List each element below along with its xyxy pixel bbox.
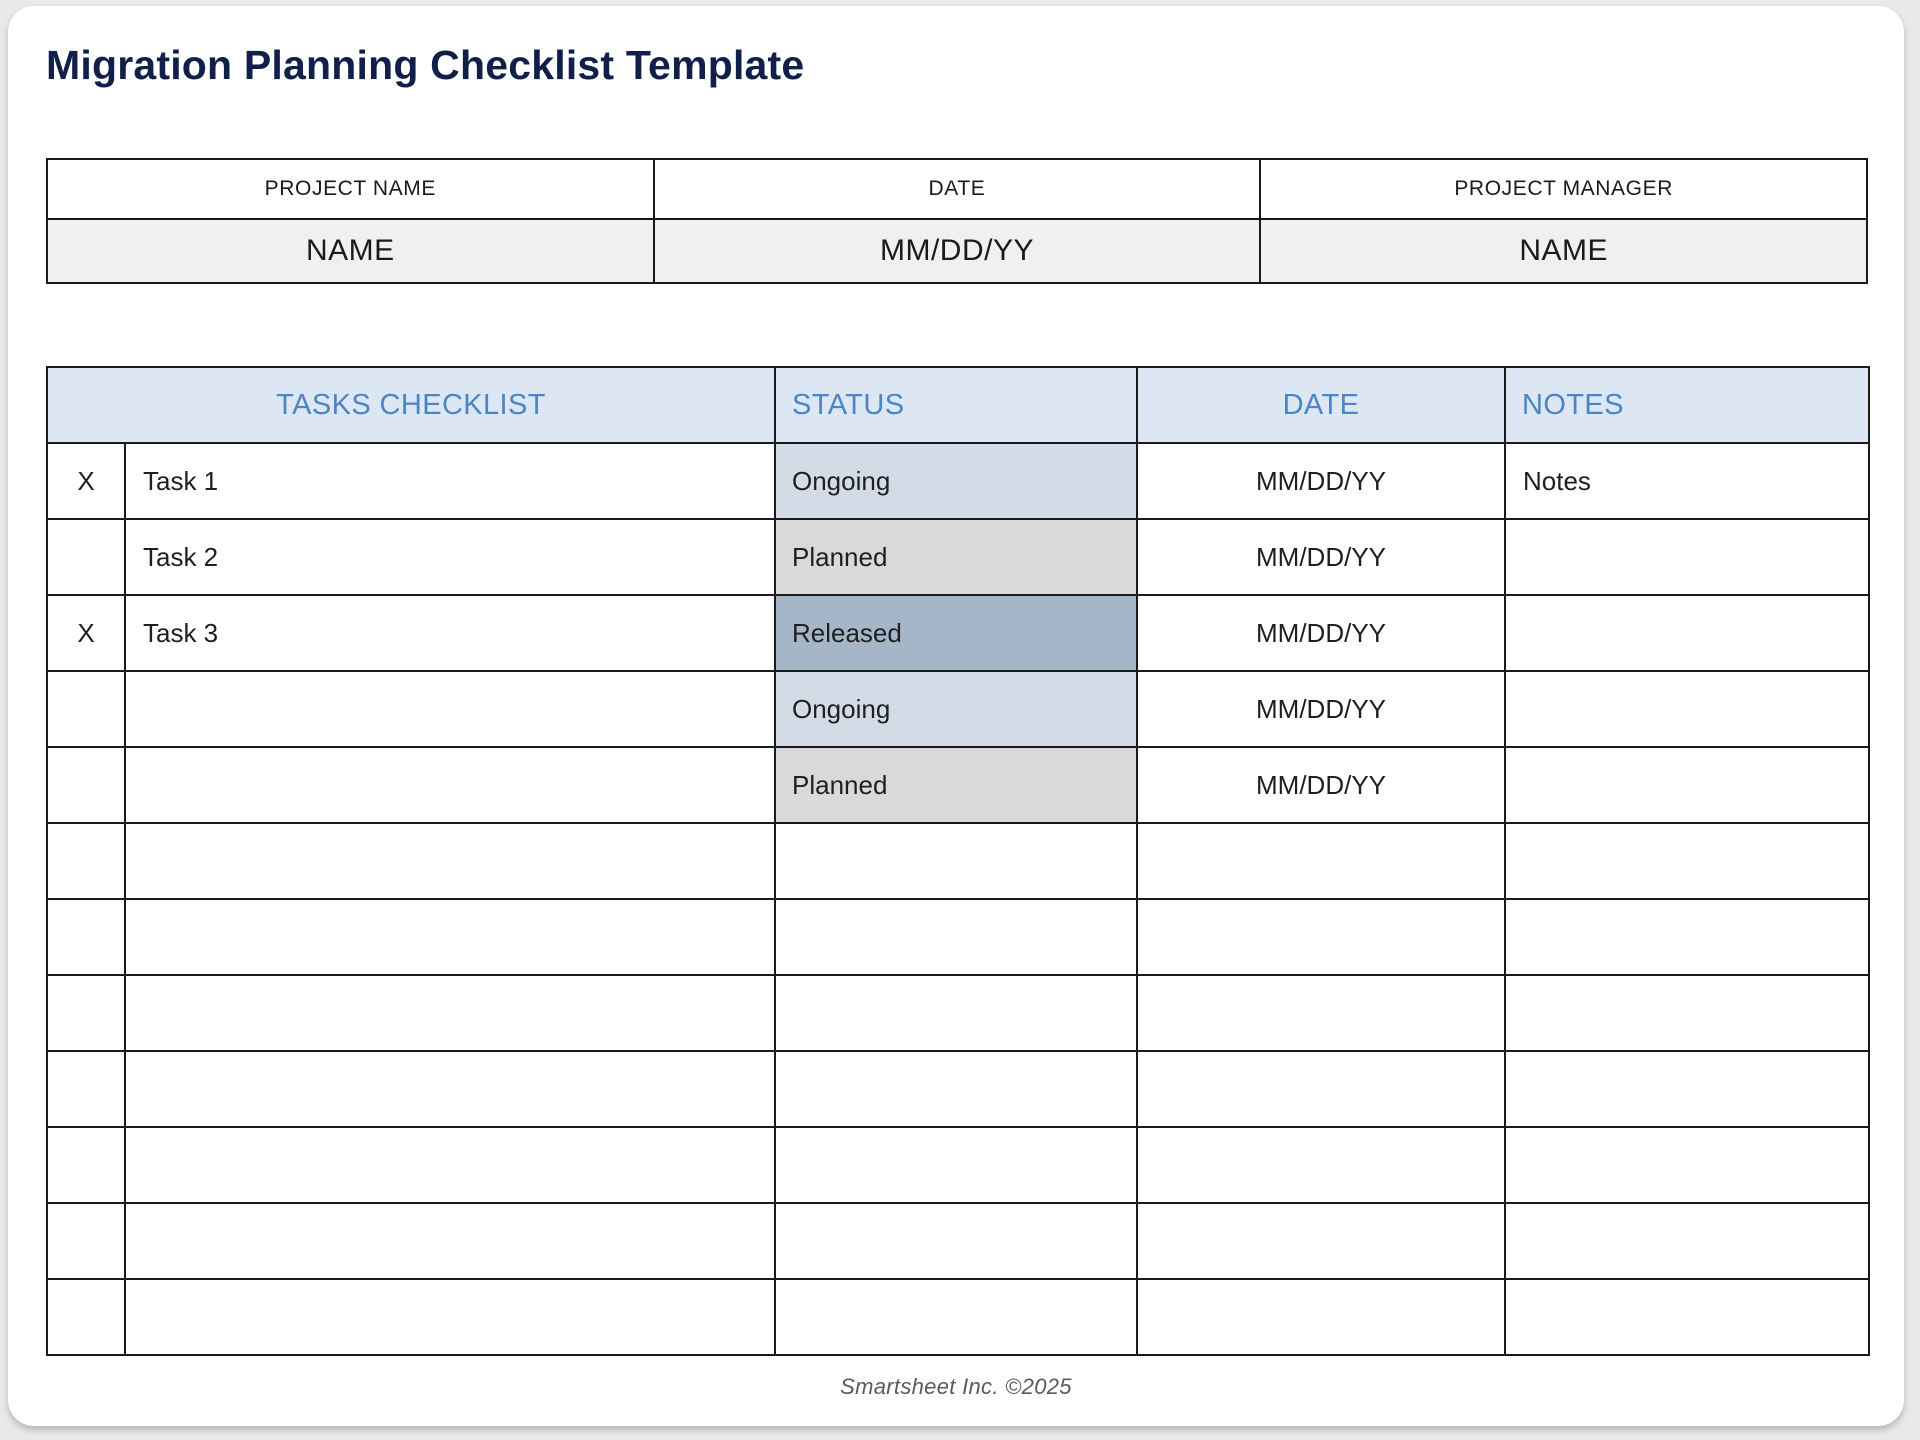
project-info-header-project-manager: PROJECT MANAGER	[1260, 159, 1867, 219]
column-header-tasks-checklist: TASKS CHECKLIST	[47, 367, 775, 443]
task-name-cell[interactable]	[125, 1051, 775, 1127]
task-date-cell[interactable]	[1137, 1279, 1505, 1355]
project-info-header-date: DATE	[654, 159, 1261, 219]
project-info-header-row	[47, 159, 1867, 219]
task-checkbox-cell[interactable]	[47, 747, 125, 823]
task-name-cell[interactable]	[125, 1127, 775, 1203]
task-date-cell[interactable]: MM/DD/YY	[1137, 595, 1505, 671]
task-name-cell[interactable]	[125, 671, 775, 747]
table-row	[47, 823, 1869, 899]
task-checkbox-cell[interactable]: X	[47, 595, 125, 671]
task-notes-cell[interactable]	[1505, 519, 1869, 595]
column-header-status: STATUS	[775, 367, 1137, 443]
task-date-cell[interactable]	[1137, 975, 1505, 1051]
task-checkbox-cell[interactable]	[47, 823, 125, 899]
table-row	[47, 671, 1869, 747]
task-status-cell[interactable]	[775, 1279, 1137, 1355]
task-date-cell[interactable]: MM/DD/YY	[1137, 443, 1505, 519]
table-row	[47, 1203, 1869, 1279]
task-checkbox-cell[interactable]: X	[47, 443, 125, 519]
table-row	[47, 519, 1869, 595]
task-notes-cell[interactable]	[1505, 1051, 1869, 1127]
table-row	[47, 1279, 1869, 1355]
document-card	[8, 6, 1904, 1426]
page-title: Migration Planning Checklist Template	[46, 42, 805, 88]
task-status-cell[interactable]	[775, 975, 1137, 1051]
task-date-cell[interactable]	[1137, 899, 1505, 975]
task-date-cell[interactable]: MM/DD/YY	[1137, 747, 1505, 823]
task-name-cell[interactable]: Task 1	[125, 443, 775, 519]
task-name-cell[interactable]	[125, 1203, 775, 1279]
project-manager-field[interactable]: NAME	[1260, 219, 1867, 283]
task-notes-cell[interactable]	[1505, 823, 1869, 899]
task-status-cell[interactable]	[775, 899, 1137, 975]
task-checkbox-cell[interactable]	[47, 671, 125, 747]
task-name-cell[interactable]	[125, 1279, 775, 1355]
task-notes-cell[interactable]	[1505, 747, 1869, 823]
task-notes-cell[interactable]: Notes	[1505, 443, 1869, 519]
task-checkbox-cell[interactable]	[47, 975, 125, 1051]
task-status-cell[interactable]	[775, 1051, 1137, 1127]
task-checkbox-cell[interactable]	[47, 1051, 125, 1127]
task-notes-cell[interactable]	[1505, 899, 1869, 975]
task-status-cell[interactable]: Released	[775, 595, 1137, 671]
checklist-header-row	[47, 367, 1869, 443]
project-info-header-project-name: PROJECT NAME	[47, 159, 654, 219]
task-checkbox-cell[interactable]	[47, 1279, 125, 1355]
task-notes-cell[interactable]	[1505, 1203, 1869, 1279]
footer-copyright: Smartsheet Inc. ©2025	[840, 1374, 1072, 1399]
task-notes-cell[interactable]	[1505, 595, 1869, 671]
task-date-cell[interactable]	[1137, 1051, 1505, 1127]
task-status-cell[interactable]: Ongoing	[775, 671, 1137, 747]
task-notes-cell[interactable]	[1505, 671, 1869, 747]
table-row	[47, 899, 1869, 975]
task-status-cell[interactable]	[775, 823, 1137, 899]
task-name-cell[interactable]: Task 3	[125, 595, 775, 671]
task-name-cell[interactable]	[125, 823, 775, 899]
project-info-value-row	[47, 219, 1867, 283]
table-row	[47, 595, 1869, 671]
task-status-cell[interactable]: Planned	[775, 519, 1137, 595]
task-name-cell[interactable]	[125, 899, 775, 975]
task-date-cell[interactable]: MM/DD/YY	[1137, 519, 1505, 595]
project-date-field[interactable]: MM/DD/YY	[654, 219, 1261, 283]
task-status-cell[interactable]: Planned	[775, 747, 1137, 823]
task-status-cell[interactable]	[775, 1203, 1137, 1279]
task-notes-cell[interactable]	[1505, 1127, 1869, 1203]
table-row	[47, 443, 1869, 519]
task-date-cell[interactable]	[1137, 1127, 1505, 1203]
task-name-cell[interactable]	[125, 975, 775, 1051]
table-row	[47, 975, 1869, 1051]
task-name-cell[interactable]: Task 2	[125, 519, 775, 595]
task-date-cell[interactable]	[1137, 1203, 1505, 1279]
task-checkbox-cell[interactable]	[47, 1127, 125, 1203]
task-date-cell[interactable]: MM/DD/YY	[1137, 671, 1505, 747]
column-header-notes: NOTES	[1505, 367, 1869, 443]
table-row	[47, 1051, 1869, 1127]
task-checkbox-cell[interactable]	[47, 899, 125, 975]
tasks-checklist-table	[46, 366, 1870, 1356]
task-checkbox-cell[interactable]	[47, 1203, 125, 1279]
document-inner	[8, 6, 1904, 1426]
table-row	[47, 1127, 1869, 1203]
checklist-body	[47, 443, 1869, 1355]
task-checkbox-cell[interactable]	[47, 519, 125, 595]
project-name-field[interactable]: NAME	[47, 219, 654, 283]
task-notes-cell[interactable]	[1505, 975, 1869, 1051]
column-header-date: DATE	[1137, 367, 1505, 443]
task-status-cell[interactable]: Ongoing	[775, 443, 1137, 519]
project-info-table	[46, 158, 1868, 284]
task-date-cell[interactable]	[1137, 823, 1505, 899]
task-name-cell[interactable]	[125, 747, 775, 823]
table-row	[47, 747, 1869, 823]
task-status-cell[interactable]	[775, 1127, 1137, 1203]
task-notes-cell[interactable]	[1505, 1279, 1869, 1355]
